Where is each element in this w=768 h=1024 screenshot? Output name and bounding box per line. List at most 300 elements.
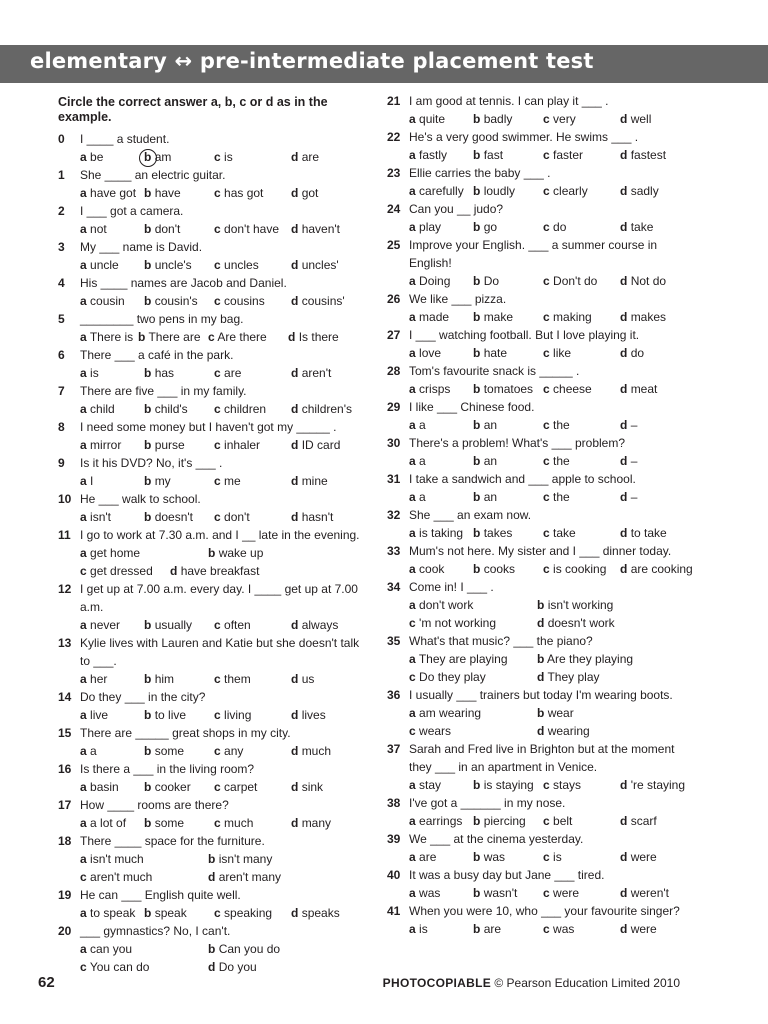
option-d[interactable] (620, 344, 644, 362)
question-number: 7 (58, 384, 65, 398)
option-b[interactable] (473, 218, 543, 236)
question-text: Ellie carries the baby ___ . (409, 166, 551, 180)
option-a[interactable] (80, 814, 144, 832)
option-letter: d (620, 562, 628, 576)
question-41 (387, 902, 697, 938)
option-letter: b (473, 454, 481, 468)
option-b[interactable] (473, 560, 543, 578)
option-d[interactable] (620, 524, 667, 542)
option-a[interactable] (80, 670, 144, 688)
question-line (387, 578, 697, 596)
option-c[interactable] (214, 814, 291, 832)
question-line (58, 310, 368, 328)
option-letter: c (214, 150, 221, 164)
option-b[interactable] (473, 272, 543, 290)
option-a[interactable] (409, 884, 473, 902)
option-a[interactable] (409, 308, 473, 326)
answer-options (409, 596, 697, 632)
option-c[interactable] (543, 920, 620, 938)
option-d[interactable] (291, 472, 328, 490)
option-a[interactable] (409, 218, 473, 236)
option-letter: b (208, 546, 216, 560)
option-b[interactable] (144, 292, 214, 310)
instructions: Circle the correct answer a, b, c or d as in the example. (58, 95, 328, 124)
option-text: were (630, 850, 657, 864)
option-b[interactable] (473, 812, 543, 830)
option-text: an (483, 490, 498, 504)
option-b[interactable] (473, 308, 543, 326)
question-text: Mum's not here. My sister and I ___ dinner today. (409, 544, 672, 558)
answer-options (80, 148, 368, 166)
option-letter: a (80, 618, 87, 632)
option-text: get dressed (90, 564, 153, 578)
option-c[interactable] (543, 848, 620, 866)
option-d[interactable] (291, 778, 323, 796)
option-b[interactable] (473, 146, 543, 164)
option-letter: d (620, 310, 628, 324)
option-d[interactable] (537, 614, 687, 632)
option-text: are (301, 150, 320, 164)
question-number: 14 (58, 690, 72, 704)
option-a[interactable] (80, 472, 144, 490)
question-number: 25 (387, 238, 401, 252)
option-b[interactable] (537, 650, 687, 668)
option-letter: b (144, 780, 152, 794)
option-text: the (553, 418, 570, 432)
option-a[interactable] (409, 146, 473, 164)
option-text: Do they play (419, 670, 486, 684)
option-b[interactable] (473, 524, 543, 542)
option-b[interactable] (144, 706, 214, 724)
option-c[interactable] (214, 292, 291, 310)
questions-column-left (58, 130, 368, 976)
question-2 (58, 202, 368, 238)
question-line (58, 130, 368, 148)
option-b[interactable] (208, 940, 358, 958)
option-b[interactable] (473, 182, 543, 200)
option-text: child (90, 402, 115, 416)
option-d[interactable] (291, 616, 338, 634)
option-d[interactable] (291, 220, 340, 238)
option-letter: d (620, 814, 628, 828)
question-text: There's a problem! What's ___ problem? (409, 436, 626, 450)
option-text: is (224, 150, 233, 164)
option-letter: c (543, 274, 550, 288)
option-d[interactable] (291, 706, 326, 724)
answer-options (409, 884, 697, 902)
option-a[interactable] (409, 272, 473, 290)
option-a[interactable] (409, 920, 473, 938)
option-b[interactable] (473, 110, 543, 128)
option-text: fastest (630, 148, 667, 162)
option-text: us (301, 672, 315, 686)
option-letter: b (144, 222, 152, 236)
option-c[interactable] (409, 614, 537, 632)
question-21 (387, 92, 697, 128)
option-b[interactable] (144, 436, 214, 454)
option-c[interactable] (543, 380, 620, 398)
question-number: 8 (58, 420, 65, 434)
option-b[interactable] (473, 344, 543, 362)
question-8 (58, 418, 368, 454)
option-letter: a (409, 490, 416, 504)
question-number: 12 (58, 582, 72, 596)
option-b[interactable] (144, 742, 214, 760)
option-b[interactable] (144, 814, 214, 832)
question-text: He can ___ English quite well. (80, 888, 241, 902)
question-line (387, 794, 697, 812)
question-line (58, 688, 368, 706)
question-text: We ___ at the cinema yesterday. (409, 832, 584, 846)
option-c[interactable] (543, 812, 620, 830)
answer-options (409, 812, 697, 830)
option-b[interactable] (144, 220, 214, 238)
answer-options (409, 110, 697, 128)
option-c[interactable] (214, 184, 291, 202)
option-text: cousin's (154, 294, 198, 308)
option-c[interactable] (214, 256, 291, 274)
option-d[interactable] (620, 380, 657, 398)
option-letter: a (80, 438, 87, 452)
question-36 (387, 686, 697, 740)
option-letter: b (473, 922, 481, 936)
option-letter: a (80, 906, 87, 920)
option-d[interactable] (620, 308, 666, 326)
option-c[interactable] (543, 344, 620, 362)
option-b[interactable] (473, 488, 543, 506)
option-letter: a (80, 672, 87, 686)
option-a[interactable] (409, 488, 473, 506)
option-a[interactable] (409, 704, 537, 722)
option-d[interactable] (620, 884, 669, 902)
question-line (58, 580, 368, 616)
question-number: 15 (58, 726, 72, 740)
option-c[interactable] (543, 416, 620, 434)
option-a[interactable] (80, 400, 144, 418)
option-a[interactable] (409, 182, 473, 200)
option-a[interactable] (80, 778, 144, 796)
option-b[interactable] (144, 400, 214, 418)
question-32 (387, 506, 697, 542)
question-number: 23 (387, 166, 401, 180)
option-a[interactable] (80, 706, 144, 724)
option-letter: c (214, 294, 221, 308)
question-number: 34 (387, 580, 401, 594)
option-text: have breakfast (180, 564, 260, 578)
option-c[interactable] (214, 778, 291, 796)
option-b[interactable] (144, 364, 214, 382)
option-b[interactable] (144, 508, 214, 526)
option-text: hasn't (301, 510, 334, 524)
option-d[interactable] (291, 292, 345, 310)
option-letter: d (291, 816, 299, 830)
option-text: Not do (630, 274, 667, 288)
option-c[interactable] (214, 508, 291, 526)
option-c[interactable] (214, 364, 291, 382)
option-b[interactable] (473, 380, 543, 398)
option-c[interactable] (214, 616, 291, 634)
option-letter: a (409, 184, 416, 198)
option-b[interactable] (144, 184, 214, 202)
option-c[interactable] (543, 884, 620, 902)
option-c[interactable] (214, 220, 291, 238)
option-b[interactable] (208, 850, 358, 868)
option-b[interactable] (473, 848, 543, 866)
option-a[interactable] (80, 256, 144, 274)
option-a[interactable] (80, 364, 144, 382)
option-a[interactable] (80, 292, 144, 310)
question-text: I take a sandwich and ___ apple to school. (409, 472, 636, 486)
question-33 (387, 542, 697, 578)
option-d[interactable] (620, 218, 653, 236)
option-b[interactable] (473, 776, 543, 794)
option-d[interactable] (288, 328, 339, 346)
option-b[interactable] (144, 256, 214, 274)
question-text: I get up at 7.00 a.m. every day. I ____ get up at 7.00 a.m. (80, 582, 358, 614)
option-a[interactable] (80, 184, 144, 202)
option-b[interactable] (473, 884, 543, 902)
option-a[interactable] (409, 452, 473, 470)
option-c[interactable] (214, 742, 291, 760)
option-c[interactable] (543, 560, 620, 578)
option-b[interactable] (537, 704, 687, 722)
option-a[interactable] (80, 148, 144, 166)
option-d[interactable] (208, 868, 358, 886)
option-b[interactable] (208, 544, 285, 562)
option-d[interactable] (291, 904, 340, 922)
question-text: I am good at tennis. I can play it ___ . (409, 94, 609, 108)
option-d[interactable] (620, 488, 637, 506)
question-line (387, 470, 697, 488)
option-a[interactable] (80, 328, 138, 346)
option-text: lives (301, 708, 326, 722)
option-d[interactable] (620, 812, 657, 830)
option-c[interactable] (543, 488, 620, 506)
option-c[interactable] (543, 110, 620, 128)
option-letter: a (80, 186, 87, 200)
option-b[interactable] (144, 472, 214, 490)
option-a[interactable] (80, 508, 144, 526)
option-text: is (90, 366, 99, 380)
option-text: Do (483, 274, 500, 288)
option-d[interactable] (291, 364, 331, 382)
option-c[interactable] (214, 436, 291, 454)
option-text: children (224, 402, 267, 416)
answer-options (409, 920, 697, 938)
option-d[interactable] (620, 848, 657, 866)
option-letter: d (620, 454, 628, 468)
option-letter: d (170, 564, 178, 578)
option-a[interactable] (409, 848, 473, 866)
option-a[interactable] (80, 850, 208, 868)
option-a[interactable] (409, 560, 473, 578)
option-d[interactable] (291, 148, 319, 166)
option-text: hate (483, 346, 508, 360)
option-a[interactable] (409, 650, 537, 668)
question-30 (387, 434, 697, 470)
option-text: Are they playing (547, 652, 634, 666)
question-37 (387, 740, 697, 794)
option-c[interactable] (543, 272, 620, 290)
answer-options (80, 472, 368, 490)
option-c[interactable] (80, 562, 170, 580)
option-text: purse (154, 438, 185, 452)
answer-options (80, 904, 368, 922)
question-22 (387, 128, 697, 164)
option-d[interactable] (208, 958, 358, 976)
option-letter: b (473, 184, 481, 198)
option-a[interactable] (409, 416, 473, 434)
option-d[interactable] (620, 560, 693, 578)
option-text: wasn't (483, 886, 518, 900)
option-a[interactable] (409, 596, 537, 614)
option-c[interactable] (80, 868, 208, 886)
questions-column-right (387, 92, 697, 938)
question-line (58, 346, 368, 364)
option-d[interactable] (291, 508, 333, 526)
option-d[interactable] (537, 668, 687, 686)
option-b[interactable] (144, 778, 214, 796)
option-letter: a (80, 816, 87, 830)
option-c[interactable] (409, 722, 537, 740)
option-d[interactable] (291, 742, 331, 760)
option-a[interactable] (80, 616, 144, 634)
option-c[interactable] (543, 308, 620, 326)
option-b[interactable] (144, 616, 214, 634)
option-text: is taking (419, 526, 464, 540)
option-letter: b (473, 220, 481, 234)
option-c[interactable] (214, 400, 291, 418)
option-c[interactable] (409, 668, 537, 686)
option-text: loudly (483, 184, 516, 198)
option-b[interactable] (144, 148, 214, 166)
question-29 (387, 398, 697, 434)
option-a[interactable] (80, 940, 208, 958)
option-b[interactable] (473, 920, 543, 938)
option-text: children's (301, 402, 353, 416)
option-a[interactable] (80, 436, 144, 454)
option-d[interactable] (291, 400, 352, 418)
option-d[interactable] (620, 272, 666, 290)
option-d[interactable] (620, 146, 666, 164)
option-a[interactable] (80, 544, 208, 562)
option-letter: c (543, 310, 550, 324)
option-text: an (483, 418, 498, 432)
option-b[interactable] (473, 452, 543, 470)
question-4 (58, 274, 368, 310)
option-letter: c (80, 564, 87, 578)
question-28 (387, 362, 697, 398)
option-a[interactable] (80, 742, 144, 760)
option-a[interactable] (409, 524, 473, 542)
option-d[interactable] (291, 184, 318, 202)
option-b[interactable] (138, 328, 208, 346)
option-letter: c (543, 526, 550, 540)
question-35 (387, 632, 697, 686)
option-a[interactable] (80, 904, 144, 922)
option-c[interactable] (543, 146, 620, 164)
option-a[interactable] (80, 220, 144, 238)
option-c[interactable] (208, 328, 288, 346)
question-number: 0 (58, 132, 65, 146)
answer-options (409, 488, 697, 506)
option-letter: a (409, 382, 416, 396)
question-text: Come in! I ___ . (409, 580, 494, 594)
option-d[interactable] (291, 814, 331, 832)
option-c[interactable] (80, 958, 208, 976)
option-d[interactable] (620, 110, 651, 128)
option-c[interactable] (543, 452, 620, 470)
option-a[interactable] (409, 344, 473, 362)
question-number: 5 (58, 312, 65, 326)
option-c[interactable] (543, 218, 620, 236)
option-c[interactable] (214, 472, 291, 490)
option-b[interactable] (537, 596, 687, 614)
option-d[interactable] (291, 256, 339, 274)
option-d[interactable] (291, 436, 340, 454)
option-a[interactable] (409, 812, 473, 830)
option-letter: d (291, 708, 299, 722)
question-text: There are _____ great shops in my city. (80, 726, 291, 740)
question-line (387, 398, 697, 416)
option-d[interactable] (537, 722, 687, 740)
option-letter: b (144, 510, 152, 524)
option-d[interactable] (620, 452, 637, 470)
question-12 (58, 580, 368, 634)
option-b[interactable] (473, 416, 543, 434)
option-text: I (90, 474, 94, 488)
option-text: a (419, 418, 426, 432)
option-letter: a (80, 258, 87, 272)
option-c[interactable] (214, 706, 291, 724)
question-9 (58, 454, 368, 490)
option-b[interactable] (144, 670, 214, 688)
question-line (387, 290, 697, 308)
option-letter: a (409, 346, 416, 360)
question-number: 19 (58, 888, 72, 902)
question-number: 13 (58, 636, 72, 650)
option-text: belt (553, 814, 573, 828)
option-a[interactable] (409, 110, 473, 128)
option-d[interactable] (620, 776, 685, 794)
option-d[interactable] (620, 416, 637, 434)
option-c[interactable] (214, 148, 291, 166)
option-c[interactable] (214, 670, 291, 688)
option-text: quite (419, 112, 446, 126)
question-line (387, 740, 697, 776)
option-letter: a (80, 366, 87, 380)
option-c[interactable] (543, 776, 620, 794)
option-c[interactable] (543, 182, 620, 200)
option-d[interactable] (620, 182, 659, 200)
option-letter: b (473, 886, 481, 900)
question-text: ________ two pens in my bag. (80, 312, 244, 326)
option-text: the (553, 490, 570, 504)
question-text: We like ___ pizza. (409, 292, 507, 306)
option-letter: b (473, 346, 481, 360)
option-c[interactable] (214, 904, 291, 922)
option-a[interactable] (409, 380, 473, 398)
option-text: wears (419, 724, 452, 738)
option-letter: d (291, 672, 299, 686)
option-d[interactable] (291, 670, 314, 688)
option-c[interactable] (543, 524, 620, 542)
option-d[interactable] (170, 562, 320, 580)
option-b[interactable] (144, 904, 214, 922)
answer-options (80, 544, 368, 580)
option-d[interactable] (620, 920, 657, 938)
option-a[interactable] (409, 776, 473, 794)
